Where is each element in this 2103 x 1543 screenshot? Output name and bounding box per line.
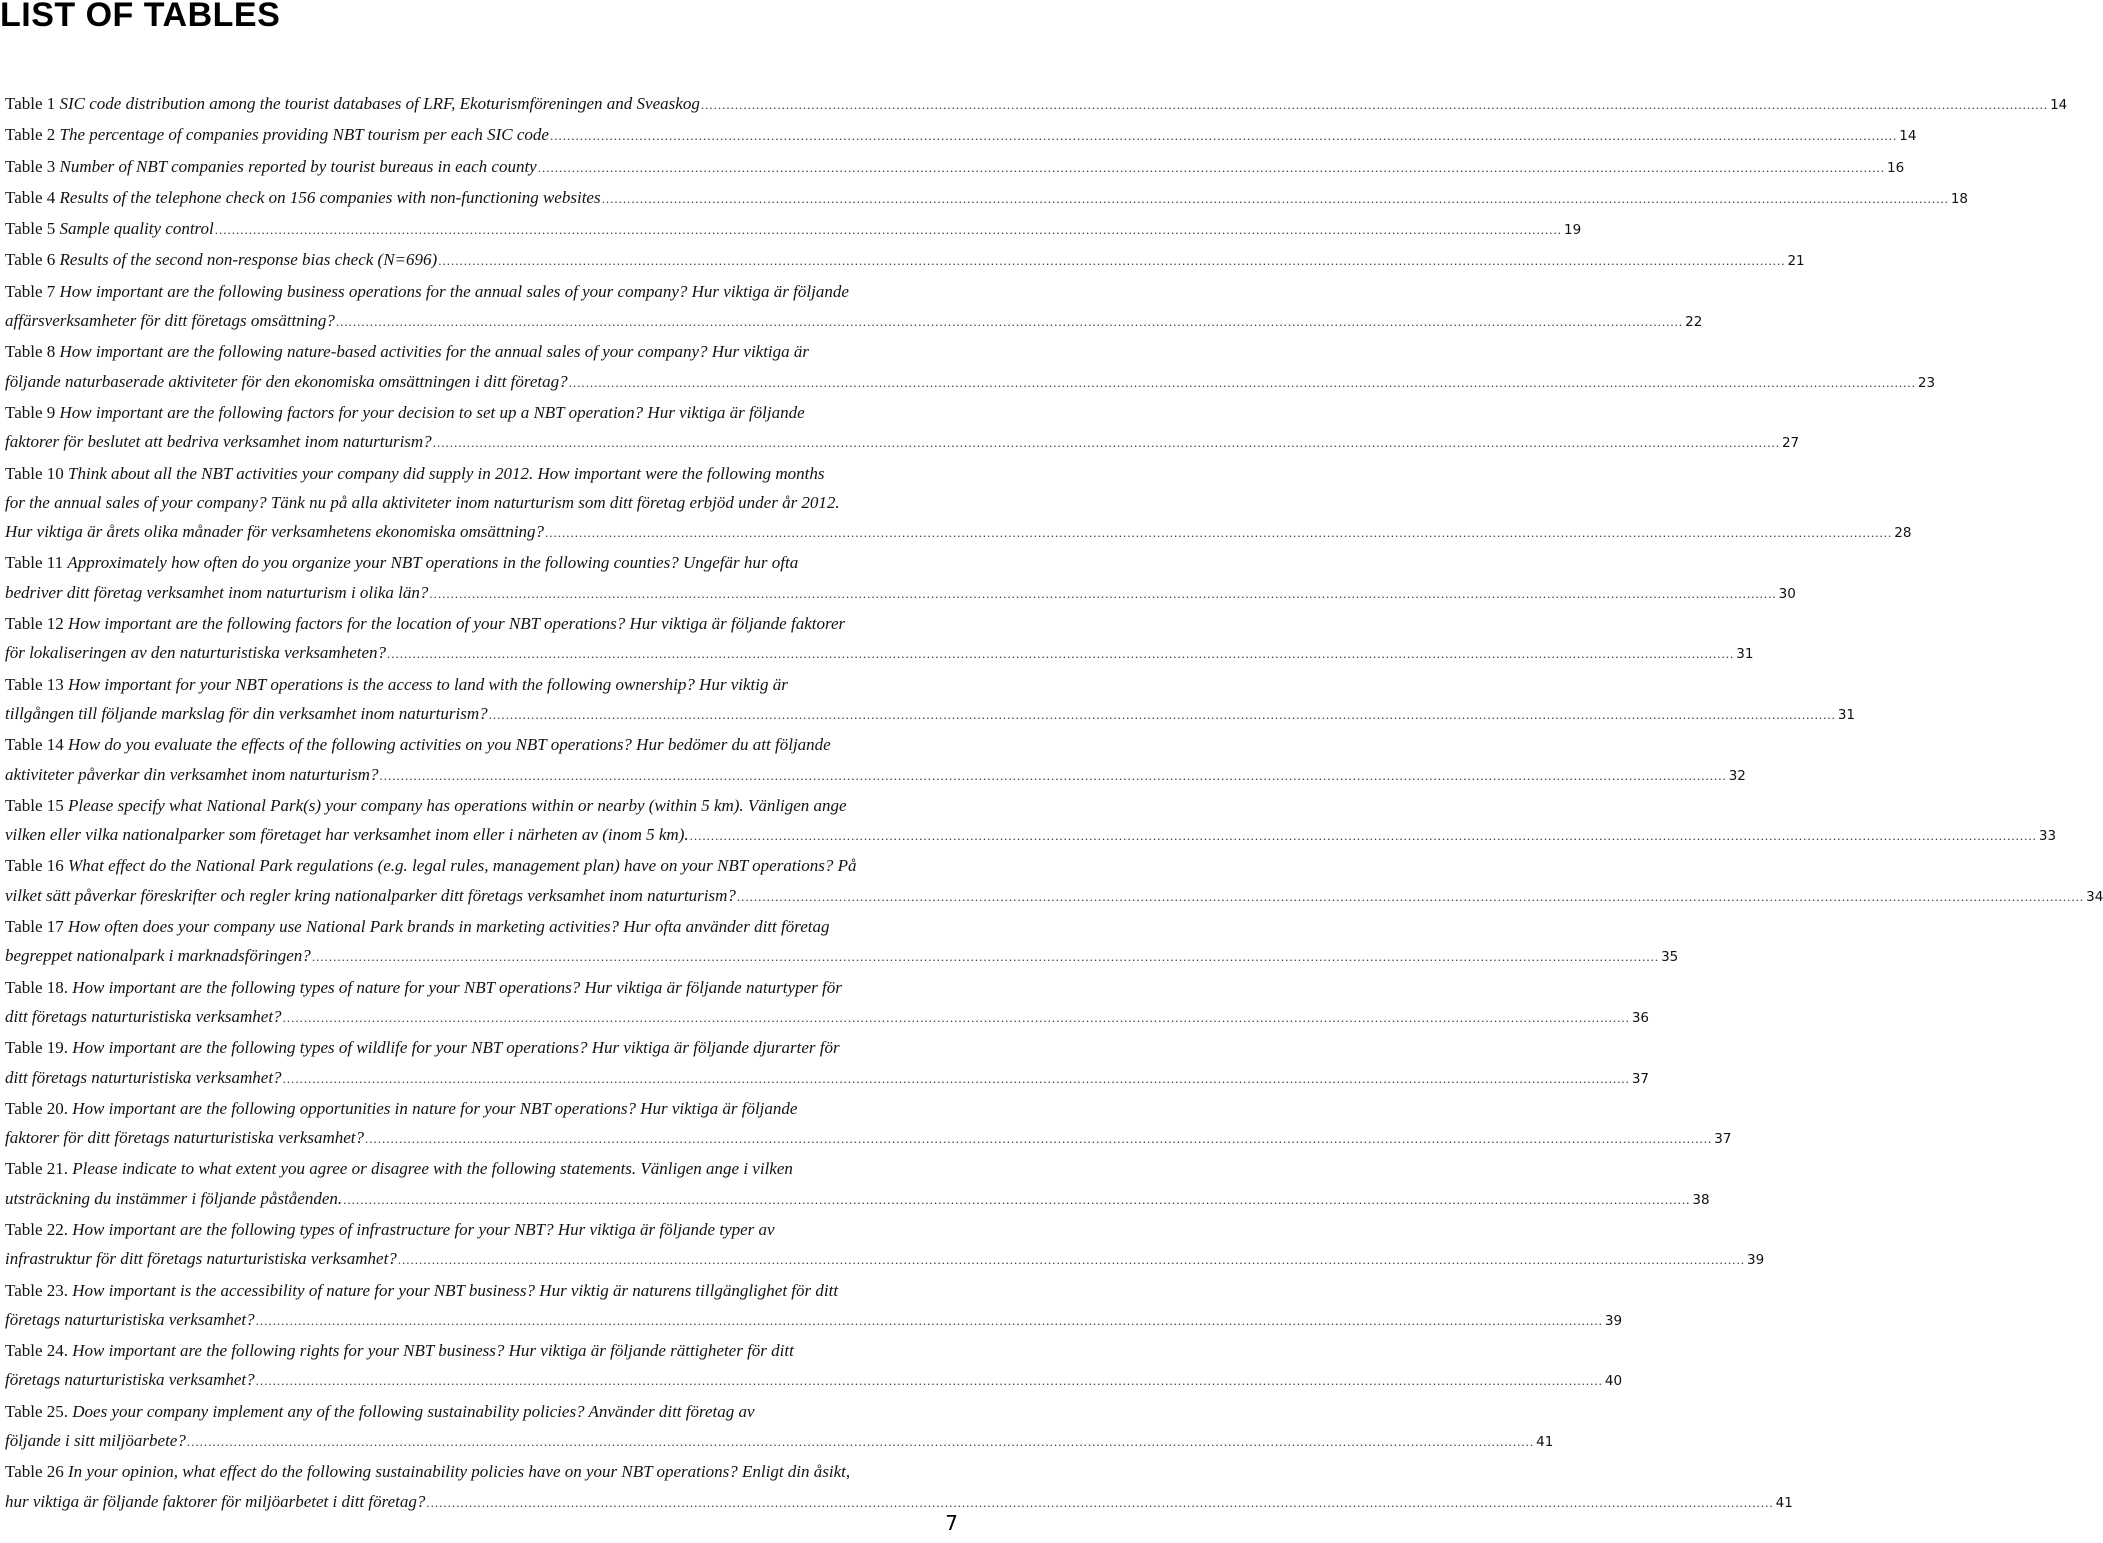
- toc-entry-caption: How important for your NBT operations is the access to land with the following ownership? Hur viktig är: [68, 674, 788, 694]
- toc-entry-page[interactable]: 14: [1899, 128, 1917, 145]
- toc-entry[interactable]: [5, 1215, 1765, 1276]
- dot-leader: [701, 90, 2048, 119]
- toc-entry[interactable]: [5, 398, 1800, 459]
- toc-entry-page[interactable]: 40: [1604, 1373, 1623, 1390]
- toc-entry-page[interactable]: 36: [1631, 1009, 1649, 1026]
- dot-leader: [737, 882, 2084, 911]
- toc-entry-page[interactable]: 16: [1886, 159, 1905, 176]
- toc-entry-page[interactable]: 41: [1775, 1494, 1793, 1511]
- toc-entry-caption: vilket sätt påverkar föreskrifter och regler kring nationalparker ditt företags verksamhet inom naturturism?: [5, 885, 736, 905]
- toc-entry[interactable]: [5, 730, 1746, 791]
- toc-entry-caption: SIC code distribution among the tourist databases of LRF, Ekoturismföreningen and Sveaskog: [59, 94, 700, 113]
- toc-entry-caption: faktorer för ditt företags naturturistiska verksamhet?: [5, 1128, 365, 1148]
- dot-leader: [387, 639, 1734, 668]
- toc-entry[interactable]: [5, 459, 1912, 549]
- toc-entry-caption: ditt företags naturturistiska verksamhet?: [5, 1006, 282, 1026]
- dot-leader: [433, 428, 1780, 457]
- toc-entry-caption: bedriver ditt företag verksamhet inom naturturism i olika län?: [5, 582, 429, 602]
- toc-entry-number: Table 17: [5, 917, 64, 937]
- toc-entry[interactable]: [5, 120, 1917, 151]
- toc-entry-page[interactable]: 19: [1564, 222, 1582, 239]
- toc-entry-caption: infrastruktur för ditt företags naturturistiska verksamhet?: [5, 1249, 397, 1269]
- toc-entry-caption: How important are the following factors for the location of your NBT operations? Hur viktiga är följande faktorer: [68, 614, 846, 634]
- toc-entry-page[interactable]: 41: [1536, 1434, 1554, 1451]
- toc-entry-caption: How important are the following factors for your decision to set up a NBT operation? Hur viktiga är följande: [59, 402, 805, 422]
- toc-entry[interactable]: [5, 1033, 1649, 1094]
- toc-entry-caption: hur viktiga är följande faktorer för miljöarbetet i ditt företag?: [5, 1491, 426, 1511]
- toc-entry-number: Table 24.: [5, 1341, 69, 1361]
- toc-entry-number: Table 9: [5, 402, 56, 422]
- toc-entry-number: Table 1: [5, 94, 56, 113]
- toc-entry-caption: How important are the following types of nature for your NBT operations? Hur viktiga är följande naturtyper för: [72, 977, 842, 997]
- toc-entry[interactable]: [5, 89, 2068, 120]
- toc-entry-caption: tillgången till följande markslag för din verksamhet inom naturturism?: [5, 703, 488, 723]
- toc-entry-number: Table 2: [5, 125, 56, 145]
- dot-leader: [343, 1185, 1690, 1214]
- toc-entry-caption: for the annual sales of your company? Tänk nu på alla aktiviteter inom naturturism som ditt företag erbjöd under år 2012.: [5, 492, 840, 512]
- toc-entry-page[interactable]: 30: [1778, 585, 1796, 602]
- dot-leader: [215, 215, 1562, 244]
- toc-entry-number: Table 6: [5, 250, 56, 270]
- toc-entry[interactable]: [5, 337, 1936, 398]
- toc-entry-number: Table 4: [5, 187, 56, 207]
- toc-entry-page[interactable]: 14: [2050, 97, 2068, 113]
- toc-entry-page[interactable]: 34: [2086, 888, 2103, 905]
- toc-entry-page[interactable]: 22: [1685, 314, 1703, 331]
- toc-entry[interactable]: [5, 245, 1805, 276]
- page-title: LIST OF TABLES: [0, 0, 281, 34]
- toc-entry[interactable]: [5, 548, 1796, 609]
- toc-entry-caption: Think about all the NBT activities your company did supply in 2012. How important were the following months: [68, 463, 825, 483]
- toc-entry[interactable]: [5, 183, 1969, 214]
- toc-entry-caption: How important are the following nature-based activities for the annual sales of your company? Hur viktiga är: [59, 342, 810, 362]
- toc-entry-number: Table 10: [5, 463, 64, 483]
- toc-entry-caption: How important are the following business operations for the annual sales of your company? Hur viktiga är följande: [59, 281, 849, 301]
- dot-leader: [283, 1003, 1630, 1032]
- toc-entry-caption: Approximately how often do you organize your NBT operations in the following counties? Ungefär hur ofta: [67, 553, 799, 573]
- dot-leader: [602, 184, 1949, 213]
- toc-entry-page[interactable]: 39: [1604, 1312, 1623, 1329]
- dot-leader: [336, 307, 1683, 336]
- toc-entry-page[interactable]: 18: [1950, 190, 1969, 207]
- toc-entry-caption: Please indicate to what extent you agree or disagree with the following statements. Vänligen ange i vilken: [72, 1159, 793, 1179]
- toc-entry-number: Table 22.: [5, 1219, 69, 1239]
- toc-entry-caption: How often does your company use National Park brands in marketing activities? Hur ofta använder ditt företag: [68, 917, 830, 937]
- dot-leader: [187, 1427, 1534, 1456]
- dot-leader: [429, 579, 1776, 608]
- toc-entry[interactable]: [5, 973, 1649, 1034]
- toc-entry[interactable]: [5, 152, 1905, 183]
- toc-entry-caption: How do you evaluate the effects of the following activities on you NBT operations? Hur bedömer du att följande: [68, 735, 831, 755]
- toc-entry-number: Table 11: [5, 553, 64, 573]
- toc-entry-caption: How important are the following types of wildlife for your NBT operations? Hur viktiga är följande djurarter för: [72, 1038, 840, 1058]
- toc-entry-number: Table 23.: [5, 1280, 69, 1300]
- toc-entry-page[interactable]: 35: [1661, 949, 1679, 966]
- toc-entry-caption: vilken eller vilka nationalparker som företaget har verksamhet inom eller i närheten av (inom 5 km).: [5, 825, 689, 845]
- dot-leader: [283, 1064, 1630, 1093]
- dot-leader: [379, 761, 1726, 790]
- toc-entry[interactable]: [5, 277, 1703, 338]
- toc-entry-number: Table 19.: [5, 1038, 69, 1058]
- toc-entry[interactable]: [5, 214, 1582, 245]
- dot-leader: [550, 121, 1897, 150]
- toc-entry-page[interactable]: 38: [1692, 1191, 1710, 1208]
- toc-entry-page[interactable]: 33: [2038, 828, 2057, 845]
- toc-entry[interactable]: [5, 1336, 1623, 1397]
- dot-leader: [690, 821, 2037, 850]
- toc-entry-number: Table 8: [5, 342, 56, 362]
- toc-entry[interactable]: [5, 1457, 1793, 1518]
- toc-entry-page[interactable]: 28: [1894, 525, 1912, 542]
- toc-entry-caption: följande i sitt miljöarbete?: [5, 1431, 186, 1451]
- toc-entry-caption: Results of the telephone check on 156 companies with non-functioning websites: [59, 187, 601, 207]
- toc-entry-caption: Number of NBT companies reported by tourist bureaus in each county: [59, 156, 537, 176]
- toc-entry-number: Table 16: [5, 856, 64, 876]
- dot-leader: [569, 368, 1916, 397]
- toc-entry-number: Table 21.: [5, 1159, 69, 1179]
- dot-leader: [489, 700, 1836, 729]
- toc-entry-caption: In your opinion, what effect do the following sustainability policies have on your NBT operations? Enligt din åsikt,: [68, 1462, 851, 1482]
- toc-entry-caption: How important is the accessibility of nature for your NBT business? Hur viktig är naturens tillgänglighet för ditt: [72, 1280, 839, 1300]
- toc-entry-caption: Results of the second non-response bias check (N=696): [59, 250, 438, 270]
- toc-entry[interactable]: [5, 1276, 1623, 1337]
- toc-entry-caption: Sample quality control: [59, 219, 214, 239]
- toc-entry-caption: ditt företags naturturistiska verksamhet?: [5, 1067, 282, 1087]
- dot-leader: [256, 1306, 1603, 1335]
- toc-entry-caption: följande naturbaserade aktiviteter för den ekonomiska omsättningen i ditt företag?: [5, 371, 568, 391]
- toc-entry-number: Table 14: [5, 735, 64, 755]
- toc-entry-caption: Please specify what National Park(s) your company has operations within or nearby (within 5 km). Vänligen ange: [68, 795, 847, 815]
- toc-entry-caption: The percentage of companies providing NBT tourism per each SIC code: [59, 125, 549, 145]
- toc-entry-page[interactable]: 31: [1837, 706, 1856, 723]
- toc-entry-caption: affärsverksamheter för ditt företags omsättning?: [5, 311, 335, 331]
- toc-entry-caption: för lokaliseringen av den naturturistiska verksamheten?: [5, 643, 387, 663]
- toc-entry-page[interactable]: 21: [1787, 253, 1805, 270]
- toc-entry-number: Table 26: [5, 1462, 64, 1482]
- toc-entry-number: Table 18.: [5, 977, 69, 997]
- toc-entry-caption: utsträckning du instämmer i följande påståenden.: [5, 1188, 343, 1208]
- toc-entry-number: Table 12: [5, 614, 64, 634]
- dot-leader: [256, 1366, 1603, 1395]
- toc-entry-caption: How important are the following opportunities in nature for your NBT operations? Hur viktiga är följande: [72, 1098, 798, 1118]
- toc-entry-number: Table 25.: [5, 1401, 69, 1421]
- page-number: 7: [945, 1511, 958, 1535]
- toc-entry-page[interactable]: 27: [1781, 435, 1800, 452]
- dot-leader: [538, 153, 1885, 182]
- dot-leader: [365, 1124, 1712, 1153]
- toc-entry-number: Table 13: [5, 674, 64, 694]
- toc-entry-number: Table 7: [5, 281, 56, 301]
- toc-entry-caption: faktorer för beslutet att bedriva verksamhet inom naturturism?: [5, 432, 432, 452]
- toc-entry[interactable]: [5, 1094, 1732, 1155]
- dot-leader: [426, 1488, 1773, 1517]
- toc-entry[interactable]: [5, 851, 2103, 912]
- toc-entry-caption: Does your company implement any of the following sustainability policies? Använder ditt företag av: [72, 1401, 755, 1421]
- toc-entry-page[interactable]: 31: [1736, 646, 1754, 663]
- toc-entry-page[interactable]: 23: [1917, 374, 1936, 391]
- toc-entry[interactable]: [5, 791, 2057, 852]
- toc-entry[interactable]: [5, 912, 1679, 973]
- toc-entry-page[interactable]: 32: [1728, 767, 1746, 784]
- toc-entry-caption: företags naturturistiska verksamhet?: [5, 1309, 255, 1329]
- toc-entry-page[interactable]: 37: [1631, 1070, 1649, 1087]
- toc-entry-caption: What effect do the National Park regulations (e.g. legal rules, management plan) have on your NBT operations? På: [68, 856, 857, 876]
- toc-entry-number: Table 20.: [5, 1098, 69, 1118]
- toc-entry-caption: företags naturturistiska verksamhet?: [5, 1370, 255, 1390]
- dot-leader: [398, 1245, 1745, 1274]
- toc-entry[interactable]: [5, 1397, 1554, 1458]
- toc-entry-number: Table 15: [5, 795, 64, 815]
- dot-leader: [545, 518, 1892, 547]
- toc-entry[interactable]: [5, 1154, 1710, 1215]
- toc-entry-caption: aktiviteter påverkar din verksamhet inom naturturism?: [5, 764, 379, 784]
- toc-entry-page[interactable]: 37: [1714, 1131, 1732, 1148]
- table-of-contents: [5, 89, 2103, 1518]
- toc-entry[interactable]: [5, 670, 1856, 731]
- toc-entry-caption: begreppet nationalpark i marknadsföringen?: [5, 946, 311, 966]
- toc-entry-number: Table 3: [5, 156, 56, 176]
- toc-entry-page[interactable]: 39: [1747, 1252, 1765, 1269]
- dot-leader: [312, 942, 1659, 971]
- toc-entry[interactable]: [5, 609, 1754, 670]
- dot-leader: [438, 246, 1785, 275]
- toc-entry-caption: How important are the following types of infrastructure for your NBT? Hur viktiga är följande typer av: [72, 1219, 775, 1239]
- toc-entry-number: Table 5: [5, 219, 56, 239]
- toc-entry-caption: How important are the following rights for your NBT business? Hur viktiga är följande rättigheter för ditt: [72, 1341, 794, 1361]
- toc-entry-caption: Hur viktiga är årets olika månader för verksamhetens ekonomiska omsättning?: [5, 522, 545, 542]
